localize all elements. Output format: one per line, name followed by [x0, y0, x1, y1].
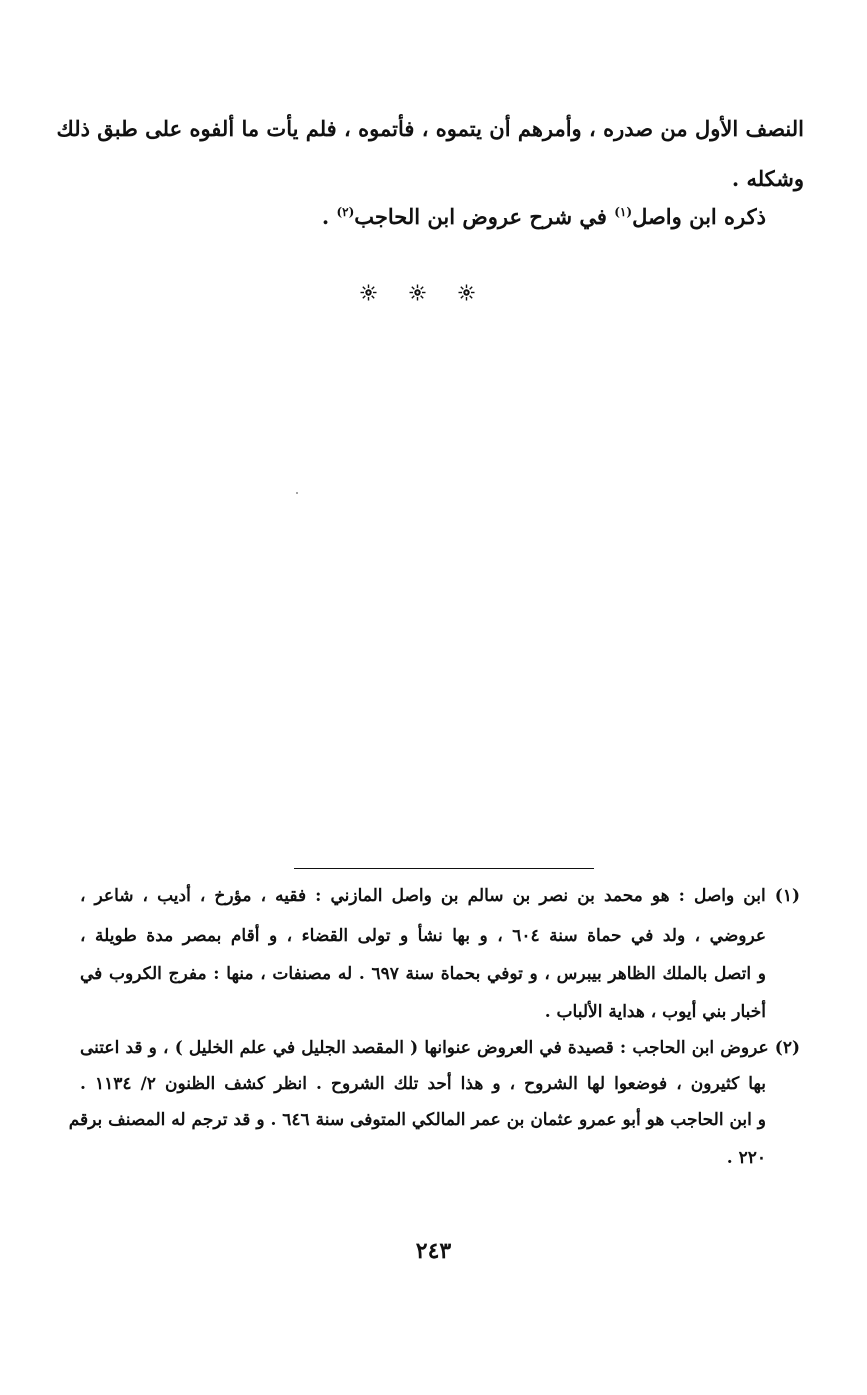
footnote-2-line-4: ٢٢٠ .: [726, 1148, 766, 1168]
footnote-ref-2[interactable]: (٢): [336, 205, 355, 219]
body-line-1: النصف الأول من صدره ، وأمرهم أن يتموه ، فأتموه ، فلم يأت ما ألفوه على طبق ذلك: [56, 116, 804, 141]
footnote-2-line-2: بها كثيرون ، فوضعوا لها الشروح ، و هذا أحد تلك الشروح . انظر كشف الظنون ٢/ ١١٣٤ .: [80, 1074, 766, 1094]
body-line-3-start: ذكره ابن واصل: [632, 204, 766, 229]
footnote-1-line-2: عروضي ، ولد في حماة سنة ٦٠٤ ، و بها نشأ و تولى القضاء ، و أقام بمصر مدة طويلة ،: [80, 926, 766, 946]
footnote-2-line-3: و ابن الحاجب هو أبو عمرو عثمان بن عمر المالكي المتوفى سنة ٦٤٦ . و قد ترجم له المصنف برقم: [68, 1110, 766, 1130]
body-line-2: وشكله .: [731, 166, 804, 191]
footnote-1-line-3: و اتصل بالملك الظاهر بيبرس ، و توفي بحماة سنة ٦٩٧ . له مصنفات ، منها : مفرج الكروب في: [80, 964, 766, 984]
footnote-ref-1[interactable]: (١): [614, 205, 633, 219]
body-line-3-end: .: [321, 204, 337, 229]
footnote-1-line-4: أخبار بني أيوب ، هداية الألباب .: [544, 1002, 766, 1022]
footnotes: [68, 0, 800, 1395]
body-line-3-middle: في شرح عروض ابن الحاجب: [354, 204, 615, 229]
page-number: ٢٤٣: [415, 1238, 452, 1264]
footnote-2-line-1: (٢) عروض ابن الحاجب : قصيدة في العروض عنوانها ( المقصد الجليل في علم الخليل ) ، و قد اعتنى: [80, 1038, 800, 1058]
footnote-1-line-1: (١) ابن واصل : هو محمد بن نصر بن سالم بن واصل المازني : فقيه ، مؤرخ ، أديب ، شاعر ،: [80, 886, 800, 906]
